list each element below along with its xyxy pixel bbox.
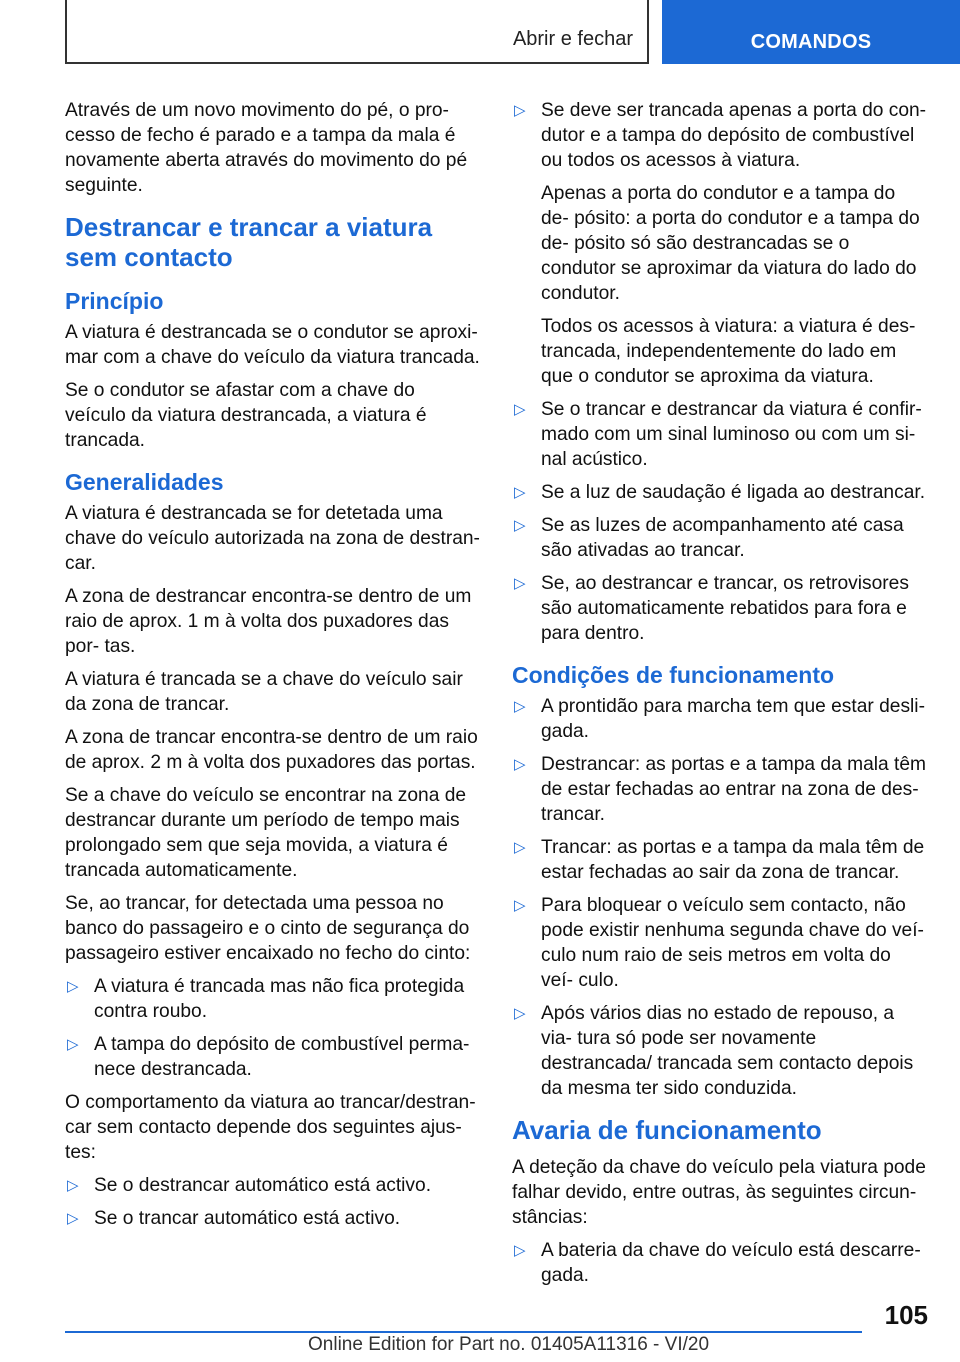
bullet-triangle-icon: ▷ [514,1005,526,1022]
list-item [65,1032,480,1082]
bullet-triangle-icon: ▷ [514,839,526,856]
right-column [512,98,927,1296]
list-item-text: A prontidão para marcha tem que estar desli‐ gada. [541,696,925,742]
bullet-triangle-icon: ▷ [514,484,526,501]
list-item-text: Se o destrancar automático está activo. [94,1175,432,1196]
list-item-text: A bateria da chave do veículo está descarre‐ gada. [541,1240,921,1286]
list-item [512,571,927,646]
bullet-triangle-icon: ▷ [67,1036,79,1053]
bullet-triangle-icon: ▷ [67,978,79,995]
left-column [65,98,480,1239]
generalidades-paragraph-6: Se, ao trancar, for detectada uma pessoa no banco do passageiro e o cinto de segurança do passageiro estiver encaixado no fecho do cinto: [65,893,471,964]
generalidades-paragraph-3: A viatura é trancada se a chave do veículo sair da zona de trancar. [65,669,463,715]
list-item-text: Para bloquear o veículo sem contacto, não pode existir nenhuma segunda chave do veí‐ culo num raio de seis metros em volta do veí‐ culo. [541,895,924,991]
list-item [512,835,927,885]
list-item [512,1001,927,1101]
generalidades-paragraph-4: A zona de trancar encontra-se dentro de um raio de aprox. 2 m à volta dos puxadores das portas. [65,727,478,773]
list-item [512,893,927,993]
list-item-text: Após vários dias no estado de repouso, a via‐ tura só pode ser novamente destrancada/ trancada sem contacto depois da mesma ter sido conduzida. [541,1003,914,1099]
bullet-triangle-icon: ▷ [514,517,526,534]
header-chapter-tab: COMANDOS [662,0,960,64]
list-item-text: Se as luzes de acompanhamento até casa são ativadas ao trancar. [541,515,904,561]
condicoes-heading: Condições de funcionamento [512,662,835,688]
bullet-triangle-icon: ▷ [514,897,526,914]
principio-paragraph-2: Se o condutor se afastar com a chave do veículo da viatura destrancada, a viatura é trancada. [65,380,427,451]
list-item-text: Destrancar: as portas e a tampa da mala têm de estar fechadas ao entrar na zona de des‐ trancar. [541,754,926,825]
list-item-subparagraph: Apenas a porta do condutor e a tampa do de‐ pósito: a porta do condutor e a tampa do de‐ pósito só são destrancadas se o condutor se aproximar da viatura do lado do condutor. [541,183,920,304]
intro-paragraph: Através de um novo movimento do pé, o pro‐ cesso de fecho é parado e a tampa da mala é novamente aberta através do movimento do pé seguinte. [65,100,468,196]
principio-paragraph-1: A viatura é destrancada se o condutor se aproxi‐ mar com a chave do veículo da viatura trancada. [65,322,480,368]
generalidades-paragraph-7: O comportamento da viatura ao trancar/destran‐ car sem contacto depende dos seguintes ajus‐ tes: [65,1092,476,1163]
list-item [65,1173,480,1198]
page-number: 105 [884,1300,928,1330]
list-item [512,694,927,744]
avaria-heading: Avaria de funcionamento [512,1115,822,1145]
generalidades-heading: Generalidades [65,469,224,495]
bullet-triangle-icon: ▷ [67,1177,79,1194]
list-item-text: Se a luz de saudação é ligada ao destrancar. [541,482,926,503]
list-item [512,480,927,505]
section-heading: Destrancar e trancar a viatura sem contacto [65,212,433,272]
list-item [512,98,927,389]
bullet-triangle-icon: ▷ [514,756,526,773]
list-item-text: Se deve ser trancada apenas a porta do con‐ dutor e a tampa do depósito de combustível ou todos os acessos à viatura. [541,100,927,171]
list-item [512,513,927,563]
header-section-box [65,0,649,64]
header-section-title: Abrir e fechar [512,28,633,50]
avaria-paragraph: A deteção da chave do veículo pela viatura pode falhar devido, entre outras, às seguintes circun‐ stâncias: [512,1157,926,1228]
generalidades-paragraph-2: A zona de destrancar encontra-se dentro de um raio de aprox. 1 m à volta dos puxadores das por‐ tas. [65,586,472,657]
list-item [65,1206,480,1231]
bullet-triangle-icon: ▷ [514,698,526,715]
list-item-text: Se o trancar e destrancar da viatura é confir‐ mado com um sinal luminoso ou com um si‐ nal acústico. [541,399,922,470]
footer-divider [65,1331,862,1333]
footer-edition: Online Edition for Part no. 01405A11316 - VI/20 [308,1334,710,1355]
list-item-subparagraph: Todos os acessos à viatura: a viatura é des‐ trancada, independentemente do lado em que o condutor se aproxima da viatura. [541,316,916,387]
principio-heading: Princípio [65,288,164,314]
bullet-triangle-icon: ▷ [514,401,526,418]
bullet-triangle-icon: ▷ [514,102,526,119]
list-item-text: A tampa do depósito de combustível perma‐ nece destrancada. [94,1034,470,1080]
list-item-text: Se o trancar automático está activo. [94,1208,401,1229]
list-item [512,1238,927,1288]
generalidades-paragraph-5: Se a chave do veículo se encontrar na zona de destrancar durante um período de tempo mais prolongado sem que seja movida, a viatura é trancada automaticamente. [65,785,467,881]
list-item [512,397,927,472]
list-item-text: A viatura é trancada mas não fica protegida contra roubo. [94,976,465,1022]
bullet-triangle-icon: ▷ [67,1210,79,1227]
bullet-triangle-icon: ▷ [514,1242,526,1259]
list-item [65,974,480,1024]
list-item-text: Se, ao destrancar e trancar, os retrovisores são automaticamente rebatidos para fora e para dentro. [541,573,909,644]
bullet-triangle-icon: ▷ [514,575,526,592]
generalidades-paragraph-1: A viatura é destrancada se for detetada uma chave do veículo autorizada na zona de destran‐ car. [65,503,480,574]
list-item-text: Trancar: as portas e a tampa da mala têm de estar fechadas ao sair da zona de trancar. [541,837,925,883]
list-item [512,752,927,827]
